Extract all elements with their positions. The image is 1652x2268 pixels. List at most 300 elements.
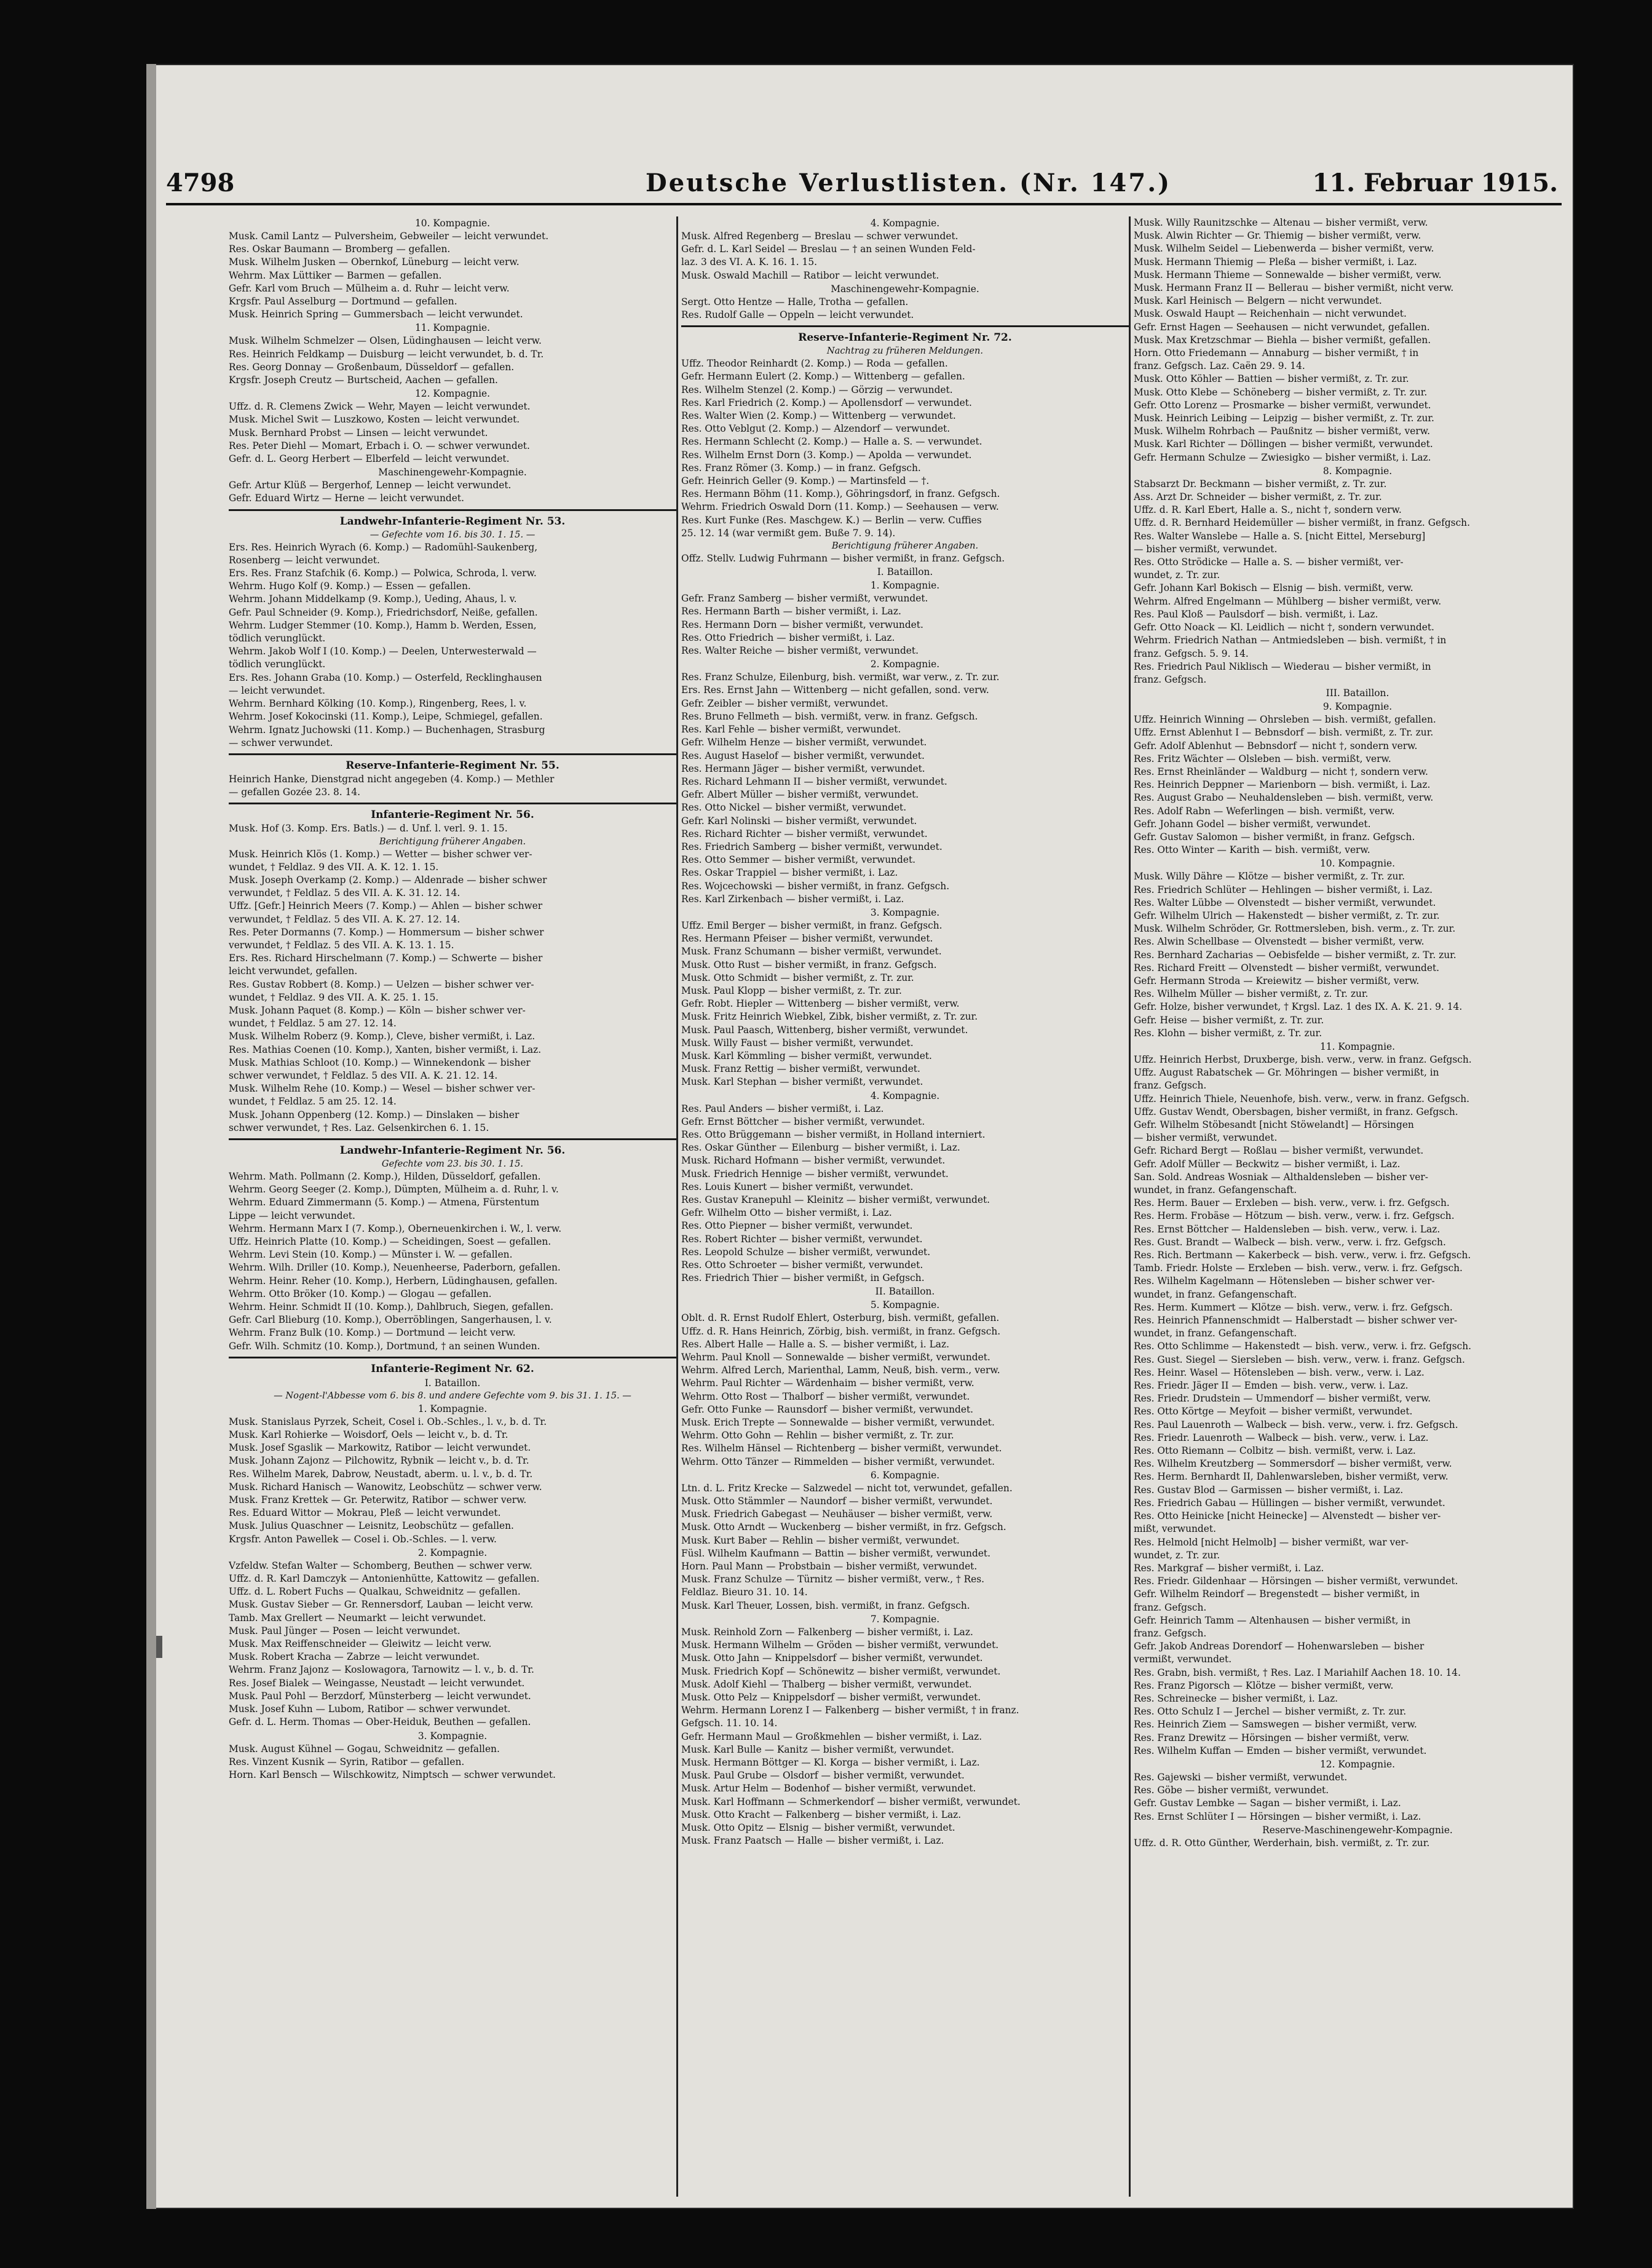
casualty-entry: Ers. Res. Heinrich Wyrach (6. Komp.) — Radomühl-Saukenberg, (229, 541, 538, 553)
casualty-entry: Res. Peter Diehl — Momart, Erbach i. O. — schwer verwundet. (229, 440, 530, 451)
casualty-entry: Tamb. Friedr. Holste — Erxleben — bish. verw., verw. i. frz. Gefgsch. (1134, 1263, 1463, 1274)
page-header (166, 165, 1562, 202)
casualty-entry: Uffz. d. R. Hans Heinrich, Zörbig, bish. vermißt, in franz. Gefgsch. (681, 1325, 1001, 1337)
casualty-entry: Wehrm. Georg Seeger (2. Komp.), Dümpten, Mülheim a. d. Ruhr, l. v. (229, 1184, 559, 1195)
casualty-entry: Res. Robert Richter — bisher vermißt, verwundet. (681, 1233, 923, 1245)
casualty-entry: Res. Herm. Bauer — Erxleben — bish. verw., verw. i. frz. Gefgsch. (1134, 1197, 1450, 1209)
casualty-entry: Res. Walter Wien (2. Komp.) — Wittenberg — verwundet. (681, 410, 956, 422)
casualty-entry: Gefr. Adolf Müller — Beckwitz — bisher vermißt, i. Laz. (1134, 1158, 1401, 1170)
casualty-entry: Musk. Max Kretzschmar — Biehla — bisher vermißt, gefallen. (1134, 334, 1431, 346)
casualty-entry: Uffz. d. R. Otto Günther, Werderhain, bish. vermißt, z. Tr. zur. (1134, 1837, 1430, 1849)
section-heading: Landwehr-Infanterie-Regiment Nr. 56. (229, 1138, 676, 1158)
casualty-entry: wundet, in franz. Gefangenschaft. (1134, 1184, 1297, 1196)
casualty-entry: Res. Otto Winter — Karith — bish. vermißt, verw. (1134, 844, 1370, 856)
casualty-entry: Musk. Willy Raunitzschke — Altenau — bisher vermißt, verw. (1134, 217, 1428, 228)
casualty-entry: Ass. Arzt Dr. Schneider — bisher vermißt, z. Tr. zur. (1134, 491, 1382, 503)
casualty-entry: Res. August Grabo — Neuhaldensleben — bish. vermißt, verw. (1134, 792, 1434, 804)
casualty-entry: Musk. Franz Krettek — Gr. Peterwitz, Ratibor — schwer verw. (229, 1494, 527, 1506)
casualty-entry: Res. Walter Wanslebe — Halle a. S. [nicht Eittel, Merseburg] (1134, 530, 1426, 542)
casualty-entry: Res. Ernst Schlüter I — Hörsingen — bisher vermißt, i. Laz. (1134, 1810, 1421, 1822)
section-heading: Reserve-Infanterie-Regiment Nr. 72. (681, 325, 1129, 345)
unit-heading: 3. Kompagnie. (417, 1730, 488, 1742)
casualty-entry: Wehrm. Jakob Wolf I (10. Komp.) — Deelen, Unterwesterwald — (229, 646, 537, 657)
casualty-entry: Wehrm. Josef Kokocinski (11. Komp.), Leipe, Schmiegel, gefallen. (229, 711, 543, 723)
subheading: Gefechte vom 23. bis 30. 1. 15. (381, 1158, 524, 1169)
unit-heading: 10. Kompagnie. (414, 218, 491, 229)
casualty-entry: Gefr. d. L. Herm. Thomas — Ober-Heiduk, Beuthen — gefallen. (229, 1716, 531, 1728)
casualty-entry: Res. Friedr. Gildenhaar — Hörsingen — bisher vermißt, verwundet. (1134, 1576, 1458, 1587)
casualty-entry: Musk. Mathias Schloot (10. Komp.) — Winnekendonk — bisher (229, 1057, 531, 1068)
casualty-entry: Res. Friedrich Schlüter — Hehlingen — bisher vermißt, i. Laz. (1134, 884, 1433, 895)
unit-heading: 8. Kompagnie. (1322, 465, 1393, 477)
casualty-entry: Wehrm. Math. Pollmann (2. Komp.), Hilden, Düsseldorf, gefallen. (229, 1170, 541, 1182)
casualty-entry: Musk. Hermann Thieme — Sonnewalde — bisher vermißt, verw. (1134, 269, 1442, 280)
casualty-entry: Musk. Artur Helm — Bodenhof — bisher vermißt, verwundet. (681, 1783, 976, 1794)
casualty-entry: Musk. Kurt Baber — Rehlin — bisher vermißt, verwundet. (681, 1534, 960, 1546)
page-number: 4798 (166, 169, 235, 197)
casualty-entry: Res. Otto Semmer — bisher vermißt, verwundet. (681, 854, 916, 866)
casualty-entry: franz. Gefgsch. (1134, 1627, 1207, 1639)
casualty-entry: Gefr. Wilhelm Henze — bisher vermißt, verwundet. (681, 737, 927, 748)
casualty-entry: Gefr. Gustav Salomon — bisher vermißt, in franz. Gefgsch. (1134, 831, 1415, 843)
casualty-entry: Wehrm. Heinr. Reher (10. Komp.), Herbern, Lüdinghausen, gefallen. (229, 1275, 558, 1287)
casualty-entry: Res. Karl Friedrich (2. Komp.) — Apollensdorf — verwundet. (681, 397, 972, 408)
unit-heading: Maschinengewehr-Kompagnie. (831, 283, 979, 295)
casualty-entry: Res. Heinrich Deppner — Marienborn — bish. vermißt, i. Laz. (1134, 779, 1431, 791)
casualty-entry: Wehrm. Hermann Marx I (7. Komp.), Oberneuenkirchen i. W., l. verw. (229, 1223, 562, 1234)
casualty-entry: Res. Otto Brüggemann — bisher vermißt, in Holland interniert. (681, 1128, 986, 1140)
casualty-entry: Gefr. Holze, bisher verwundet, † Krgsl. Laz. 1 des IX. A. K. 21. 9. 14. (1134, 1001, 1463, 1013)
casualty-entry: Uffz. Heinrich Platte (10. Komp.) — Scheidingen, Soest — gefallen. (229, 1236, 551, 1247)
casualty-entry: Gefr. Hermann Stroda — Kreiewitz — bisher vermißt, verw. (1134, 975, 1420, 986)
casualty-entry: Heinrich Hanke, Dienstgrad nicht angegeben (4. Komp.) — Methler (229, 773, 555, 785)
casualty-entry: Gefr. Wilhelm Ulrich — Hakenstedt — bisher vermißt, z. Tr. zur. (1134, 910, 1440, 921)
unit-heading: 9. Kompagnie. (1322, 701, 1393, 713)
text-column-1 (229, 216, 676, 2197)
casualty-entry: leicht verwundet, gefallen. (229, 965, 358, 977)
casualty-entry: Gefr. d. L. Karl Seidel — Breslau — † an seinen Wunden Feld- (681, 244, 976, 255)
casualty-entry: Res. Friedr. Drudstein — Ummendorf — bisher vermißt, verw. (1134, 1393, 1431, 1405)
casualty-entry: Musk. Johann Paquet (8. Komp.) — Köln — bisher schwer ver- (229, 1004, 526, 1016)
casualty-entry: wundet, † Feldlaz. 5 am 27. 12. 14. (229, 1018, 397, 1029)
page-edge-shadow (146, 64, 156, 2209)
subheading: — Nogent-l'Abbesse vom 6. bis 8. und andere Gefechte vom 9. bis 31. 1. 15. — (274, 1390, 631, 1401)
casualty-entry: Wehrm. Otto Tänzer — Rimmelden — bisher vermißt, verwundet. (681, 1456, 995, 1467)
casualty-entry: Res. Wilhelm Kagelmann — Hötensleben — bisher schwer ver- (1134, 1275, 1435, 1287)
issue-date: 11. Februar 1915. (1312, 169, 1558, 197)
casualty-entry: Res. Ernst Rheinländer — Waldburg — nicht †, sondern verw. (1134, 766, 1428, 777)
casualty-entry: Musk. Josef Sgaslik — Markowitz, Ratibor — leicht verwundet. (229, 1442, 531, 1454)
casualty-entry: Ers. Res. Richard Hirschelmann (7. Komp.) — Schwerte — bisher (229, 953, 543, 964)
unit-heading: 6. Kompagnie. (870, 1469, 940, 1481)
casualty-entry: Wehrm. Bernhard Kölking (10. Komp.), Ringenberg, Rees, l. v. (229, 698, 527, 710)
subheading: Nachtrag zu früheren Meldungen. (826, 346, 984, 357)
casualty-entry: Res. Georg Donnay — Großenbaum, Düsseldorf — gefallen. (229, 361, 515, 373)
casualty-entry: Musk. Karl Theuer, Lossen, bish. vermißt, in franz. Gefgsch. (681, 1600, 970, 1611)
casualty-entry: Uffz. Theodor Reinhardt (2. Komp.) — Roda — gefallen. (681, 358, 948, 370)
casualty-entry: Musk. Oswald Haupt — Reichenhain — nicht verwundet. (1134, 308, 1407, 320)
casualty-entry: Res. Friedr. Jäger II — Emden — bish. verw., verw. i. Laz. (1134, 1380, 1409, 1392)
casualty-entry: Wehrm. Ignatz Juchowski (11. Komp.) — Buchenhagen, Strasburg (229, 724, 545, 736)
casualty-entry: Uffz. Heinrich Thiele, Neuenhofe, bish. verw., verw. in franz. Gefgsch. (1134, 1093, 1470, 1104)
casualty-entry: Res. Otto Schlimme — Hakenstedt — bish. verw., verw. i. frz. Gefgsch. (1134, 1341, 1472, 1352)
casualty-entry: Res. Otto Riemann — Colbitz — bish. vermißt, verw. i. Laz. (1134, 1445, 1416, 1457)
casualty-entry: Res. Richard Richter — bisher vermißt, verwundet. (681, 828, 928, 839)
casualty-entry: Rosenberg — leicht verwundet. (229, 554, 380, 566)
casualty-entry: Musk. Max Reiffenschneider — Gleiwitz — leicht verw. (229, 1638, 492, 1650)
casualty-entry: Musk. Franz Paatsch — Halle — bisher vermißt, i. Laz. (681, 1835, 944, 1847)
casualty-entry: Res. Rudolf Galle — Oppeln — leicht verwundet. (681, 309, 914, 321)
casualty-entry: Wehrm. Heinr. Schmidt II (10. Komp.), Dahlbruch, Siegen, gefallen. (229, 1301, 554, 1313)
unit-heading: 3. Kompagnie. (870, 906, 940, 918)
unit-heading: I. Bataillon. (877, 566, 933, 578)
unit-heading: 4. Kompagnie. (870, 218, 940, 229)
casualty-entry: Res. Hermann Jäger — bisher vermißt, verwundet. (681, 763, 925, 774)
casualty-entry: Ltn. d. L. Fritz Krecke — Salzwedel — nicht tot, verwundet, gefallen. (681, 1482, 1013, 1494)
casualty-entry: Res. Oskar Baumann — Bromberg — gefallen. (229, 244, 451, 255)
casualty-entry: Res. Otto Heinicke [nicht Heinecke] — Alvenstedt — bisher ver- (1134, 1510, 1441, 1522)
casualty-entry: franz. Gefgsch. (1134, 673, 1207, 685)
casualty-entry: Uffz. Emil Berger — bisher vermißt, in franz. Gefgsch. (681, 919, 943, 931)
casualty-entry: Offz. Stellv. Ludwig Fuhrmann — bisher vermißt, in franz. Gefgsch. (681, 553, 1005, 565)
casualty-entry: Wehrm. Johann Middelkamp (9. Komp.), Ueding, Ahaus, l. v. (229, 593, 517, 605)
casualty-entry: Res. Louis Kunert — bisher vermißt, verwundet. (681, 1181, 914, 1192)
casualty-entry: Musk. Otto Pelz — Knippelsdorf — bisher vermißt, verwundet. (681, 1691, 981, 1703)
casualty-entry: wundet, † Feldlaz. 9 des VII. A. K. 25. 1. 15. (229, 991, 439, 1003)
casualty-entry: Gefr. Otto Noack — Kl. Leidlich — nicht †, sondern verwundet. (1134, 622, 1434, 633)
casualty-entry: Gefr. Hermann Eulert (2. Komp.) — Wittenberg — gefallen. (681, 371, 965, 383)
casualty-entry: Gefr. Carl Blieburg (10. Komp.), Oberröblingen, Sangerhausen, l. v. (229, 1314, 552, 1326)
casualty-entry: Res. Richard Freitt — Olvenstedt — bisher vermißt, verwundet. (1134, 962, 1440, 973)
casualty-entry: Res. Hermann Barth — bisher vermißt, i. Laz. (681, 606, 901, 617)
casualty-entry: Musk. Camil Lantz — Pulversheim, Gebweiler — leicht verwundet. (229, 231, 549, 242)
casualty-entry: Gefr. Wilhelm Reindorf — Bregenstedt — bisher vermißt, in (1134, 1588, 1420, 1600)
casualty-entry: Uffz. d. R. Karl Ebert, Halle a. S., nicht †, sondern verw. (1134, 504, 1402, 516)
casualty-entry: franz. Gefgsch. 5. 9. 14. (1134, 648, 1249, 659)
casualty-entry: Res. Heinrich Pfannenschmidt — Halberstadt — bisher schwer ver- (1134, 1315, 1458, 1326)
casualty-entry: Musk. Wilhelm Jusken — Obernkof, Lüneburg — leicht verw. (229, 256, 520, 268)
casualty-entry: Musk. Gustav Sieber — Gr. Rennersdorf, Lauban — leicht verw. (229, 1599, 534, 1611)
casualty-entry: Musk. Hof (3. Komp. Ers. Batls.) — d. Unf. l. verl. 9. 1. 15. (229, 823, 508, 835)
casualty-entry: Vzfeldw. Stefan Walter — Schomberg, Beuthen — schwer verw. (229, 1560, 532, 1571)
casualty-entry: Musk. Heinrich Klös (1. Komp.) — Wetter — bisher schwer ver- (229, 848, 532, 860)
casualty-entry: Res. Kurt Funke (Res. Maschgew. K.) — Berlin — verw. Cuffies (681, 514, 982, 526)
casualty-entry: Res. Karl Fehle — bisher vermißt, verwundet. (681, 724, 901, 736)
casualty-entry: Res. Paul Kloß — Paulsdorf — bish. vermißt, i. Laz. (1134, 608, 1378, 620)
casualty-entry: Musk. Johann Zajonz — Pilchowitz, Rybnik — leicht v., b. d. Tr. (229, 1455, 529, 1467)
casualty-entry: Gefr. Wilhelm Otto — bisher vermißt, i. Laz. (681, 1207, 892, 1219)
casualty-entry: Krgsfr. Anton Pawellek — Cosel i. Ob.-Schles. — l. verw. (229, 1533, 497, 1545)
casualty-entry: wundet, in franz. Gefangenschaft. (1134, 1288, 1297, 1300)
casualty-entry: Wehrm. Franz Jajonz — Koslowagora, Tarnowitz — l. v., b. d. Tr. (229, 1664, 534, 1676)
casualty-entry: Musk. Richard Hofmann — bisher vermißt, verwundet. (681, 1155, 946, 1167)
casualty-entry: Musk. Willy Faust — bisher vermißt, verwundet. (681, 1037, 914, 1049)
casualty-entry: Feldlaz. Bieuro 31. 10. 14. (681, 1587, 808, 1598)
casualty-entry: Wehrm. Paul Knoll — Sonnewalde — bisher vermißt, verwundet. (681, 1352, 990, 1363)
casualty-entry: Musk. Karl Kömmling — bisher vermißt, verwundet. (681, 1050, 932, 1061)
casualty-entry: Res. Richard Lehmann II — bisher vermißt, verwundet. (681, 775, 947, 787)
casualty-entry: Musk. Friedrich Kopf — Schönewitz — bisher vermißt, verwundet. (681, 1665, 1001, 1677)
casualty-entry: Musk. Otto Kracht — Falkenberg — bisher vermißt, i. Laz. (681, 1809, 962, 1820)
casualty-entry: Musk. Otto Rust — bisher vermißt, in franz. Gefgsch. (681, 959, 937, 970)
casualty-entry: vermißt, verwundet. (1134, 1654, 1232, 1665)
casualty-entry: Res. Otto Strödicke — Halle a. S. — bisher vermißt, ver- (1134, 557, 1404, 568)
casualty-entry: Gefr. Ernst Böttcher — bisher vermißt, verwundet. (681, 1116, 925, 1127)
casualty-entry: Uffz. Heinrich Herbst, Druxberge, bish. verw., verw. in franz. Gefgsch. (1134, 1053, 1472, 1065)
unit-heading: 10. Kompagnie. (1319, 858, 1396, 870)
casualty-entry: Gefr. Adolf Ablenhut — Bebnsdorf — nicht †, sondern verw. (1134, 740, 1418, 751)
casualty-entry: Uffz. d. R. Karl Damczyk — Antonienhütte, Kattowitz — gefallen. (229, 1573, 540, 1585)
casualty-entry: Res. Franz Römer (3. Komp.) — in franz. Gefgsch. (681, 462, 921, 474)
casualty-entry: San. Sold. Andreas Wosniak — Althaldensleben — bisher ver- (1134, 1171, 1428, 1183)
casualty-entry: Res. Alwin Schellbase — Olvenstedt — bisher vermißt, verw. (1134, 936, 1425, 948)
casualty-entry: Res. Walter Reiche — bisher vermißt, verwundet. (681, 645, 919, 657)
casualty-entry: franz. Gefgsch. (1134, 1080, 1207, 1092)
casualty-entry: Gefr. Richard Bergt — Roßlau — bisher vermißt, verwundet. (1134, 1145, 1424, 1157)
casualty-entry: Gefr. Gustav Lembke — Sagan — bisher vermißt, i. Laz. (1134, 1798, 1401, 1809)
casualty-entry: Krgsfr. Paul Asselburg — Dortmund — gefallen. (229, 296, 457, 307)
casualty-entry: Res. Hermann Pfeiser — bisher vermißt, verwundet. (681, 933, 933, 945)
casualty-entry: Res. Vinzent Kusnik — Syrin, Ratibor — gefallen. (229, 1756, 465, 1767)
casualty-entry: Musk. Bernhard Probst — Linsen — leicht verwundet. (229, 427, 488, 438)
casualty-entry: Res. Fritz Wächter — Olsleben — bish. vermißt, verw. (1134, 753, 1391, 764)
casualty-entry: Musk. Julius Quaschner — Leisnitz, Leobschütz — gefallen. (229, 1520, 514, 1532)
casualty-entry: Musk. Otto Arndt — Wuckenberg — bisher vermißt, in frz. Gefgsch. (681, 1521, 1006, 1533)
unit-heading: 11. Kompagnie. (1319, 1041, 1396, 1052)
casualty-entry: Res. Franz Drewitz — Hörsingen — bisher vermißt, verw. (1134, 1732, 1409, 1743)
casualty-entry: Wehrm. Levi Stein (10. Komp.) — Münster i. W. — gefallen. (229, 1249, 513, 1261)
casualty-entry: Musk. Heinrich Leibing — Leipzig — bisher vermißt, z. Tr. zur. (1134, 413, 1434, 424)
casualty-entry: Musk. Johann Oppenberg (12. Komp.) — Dinslaken — bisher (229, 1109, 520, 1120)
casualty-entry: Stabsarzt Dr. Beckmann — bisher vermißt, z. Tr. zur. (1134, 478, 1387, 490)
casualty-entry: Musk. Karl Bulle — Kanitz — bisher vermißt, verwundet. (681, 1743, 954, 1755)
casualty-entry: Res. Mathias Coenen (10. Komp.), Xanten, bisher vermißt, i. Laz. (229, 1044, 542, 1055)
casualty-entry: Res. August Haselof — bisher vermißt, verwundet. (681, 750, 925, 761)
casualty-entry: Uffz. Heinrich Winning — Ohrsleben — bish. vermißt, gefallen. (1134, 714, 1436, 726)
casualty-entry: Gefr. Zeibler — bisher vermißt, verwundet. (681, 697, 888, 709)
casualty-entry: Res. Otto Schulz I — Jerchel — bisher vermißt, z. Tr. zur. (1134, 1706, 1407, 1718)
casualty-entry: Res. Hermann Dorn — bisher vermißt, verwundet. (681, 619, 923, 630)
casualty-entry: Res. Hermann Böhm (11. Komp.), Göhringsdorf, in franz. Gefgsch. (681, 488, 1000, 500)
casualty-entry: schwer verwundet, † Feldlaz. 5 des VII. A. K. 21. 12. 14. (229, 1069, 498, 1081)
unit-heading: III. Bataillon. (1326, 688, 1389, 699)
casualty-entry: Gefr. Wilhelm Stöbesandt [nicht Stöwelandt] — Hörsingen (1134, 1119, 1414, 1130)
column-divider (676, 216, 678, 2197)
casualty-entry: Musk. Wilhelm Schröder, Gr. Rottmersleben, bish. verm., z. Tr. zur. (1134, 923, 1456, 935)
casualty-entry: Musk. Otto Jahn — Knippelsdorf — bisher vermißt, verwundet. (681, 1652, 983, 1664)
subheading: Berichtigung früherer Angaben. (831, 541, 979, 552)
casualty-entry: Res. Otto Veblgut (2. Komp.) — Alzendorf — verwundet. (681, 423, 950, 435)
casualty-entry: Gefr. Otto Lorenz — Prosmarke — bisher vermißt, verwundet. (1134, 399, 1431, 411)
casualty-entry: Wehrm. Otto Rost — Thalborf — bisher vermißt, verwundet. (681, 1390, 970, 1402)
casualty-entry: Uffz. d. L. Robert Fuchs — Qualkau, Schweidnitz — gefallen. (229, 1586, 521, 1598)
casualty-entry: Wehrm. Eduard Zimmermann (5. Komp.) — Atmena, Fürstentum (229, 1197, 540, 1208)
casualty-entry: Res. Bruno Fellmeth — bish. vermißt, verw. in franz. Gefgsch. (681, 710, 978, 722)
unit-heading: I. Bataillon. (424, 1377, 481, 1389)
casualty-entry: Musk. Paul Pohl — Berzdorf, Münsterberg — leicht verwundet. (229, 1690, 531, 1702)
casualty-entry: Horn. Paul Mann — Probstbain — bisher vermißt, verwundet. (681, 1561, 978, 1572)
casualty-entry: Musk. Karl Richter — Döllingen — bisher vermißt, verwundet. (1134, 438, 1433, 450)
text-column-2 (681, 216, 1129, 2197)
casualty-entry: Musk. Otto Köhler — Battien — bisher vermißt, z. Tr. zur. (1134, 373, 1409, 385)
header-rule (166, 203, 1562, 205)
casualty-entry: Uffz. Gustav Wendt, Obersbagen, bisher vermißt, in franz. Gefgsch. (1134, 1106, 1458, 1117)
casualty-entry: Res. Walter Lübbe — Olvenstedt — bisher vermißt, verwundet. (1134, 897, 1436, 908)
casualty-entry: franz. Gefgsch. (1134, 1601, 1207, 1613)
casualty-entry: Res. Peter Dormanns (7. Komp.) — Hommersum — bisher schwer (229, 926, 544, 938)
casualty-entry: Uffz. d. R. Clemens Zwick — Wehr, Mayen — leicht verwundet. (229, 401, 531, 413)
casualty-entry: Musk. Franz Rettig — bisher vermißt, verwundet. (681, 1063, 920, 1075)
casualty-entry: Res. Karl Zirkenbach — bisher vermißt, i. Laz. (681, 893, 904, 905)
casualty-entry: Musk. Hermann Franz II — Bellerau — bisher vermißt, nicht verw. (1134, 282, 1454, 294)
casualty-entry: Res. Friedrich Paul Niklisch — Wiederau — bisher vermißt, in (1134, 660, 1431, 672)
casualty-entry: Res. Wojcechowski — bisher vermißt, in franz. Gefgsch. (681, 880, 950, 892)
casualty-entry: Musk. Wilhelm Rehe (10. Komp.) — Wesel — bisher schwer ver- (229, 1083, 536, 1095)
casualty-entry: Wehrm. Friedrich Nathan — Antmiedsleben — bish. vermißt, † in (1134, 635, 1447, 646)
unit-heading: 11. Kompagnie. (414, 322, 491, 334)
casualty-entry: schwer verwundet, † Res. Laz. Gelsenkirchen 6. 1. 15. (229, 1122, 489, 1133)
casualty-entry: Res. Markgraf — bisher vermißt, i. Laz. (1134, 1562, 1324, 1574)
casualty-entry: Musk. August Kühnel — Gogau, Schweidnitz — gefallen. (229, 1743, 500, 1755)
casualty-entry: Musk. Franz Schumann — bisher vermißt, verwundet. (681, 946, 942, 958)
casualty-entry: Musk. Otto Stämmler — Naundorf — bisher vermißt, verwundet. (681, 1496, 993, 1507)
casualty-entry: Gefr. Artur Klüß — Bergerhof, Lennep — leicht verwundet. (229, 480, 512, 491)
casualty-entry: Res. Franz Pigorsch — Klötze — bisher vermißt, verw. (1134, 1679, 1394, 1691)
casualty-entry: Musk. Friedrich Hennige — bisher vermißt, verwundet. (681, 1168, 949, 1180)
casualty-entry: Musk. Alfred Regenberg — Breslau — schwer verwundet. (681, 231, 958, 242)
casualty-entry: Füsl. Wilhelm Kaufmann — Battin — bisher vermißt, verwundet. (681, 1547, 990, 1559)
casualty-entry: wundet, in franz. Gefangenschaft. (1134, 1328, 1297, 1339)
casualty-entry: Musk. Michel Swit — Luszkowo, Kosten — leicht verwundet. (229, 414, 520, 426)
casualty-entry: Musk. Stanislaus Pyrzek, Scheit, Cosel i. Ob.-Schles., l. v., b. d. Tr. (229, 1416, 547, 1427)
casualty-entry: Musk. Wilhelm Schmelzer — Olsen, Lüdinghausen — leicht verw. (229, 335, 542, 347)
casualty-entry: Wehrm. Ludger Stemmer (10. Komp.), Hamm b. Werden, Essen, (229, 619, 537, 631)
casualty-entry: Uffz. [Gefr.] Heinrich Meers (7. Komp.) — Ahlen — bisher schwer (229, 900, 543, 912)
unit-heading: 4. Kompagnie. (870, 1090, 940, 1101)
casualty-entry: Wehrm. Paul Richter — Wärdenhaim — bisher vermißt, verw. (681, 1378, 974, 1389)
casualty-entry: Res. Otto Friedrich — bisher vermißt, i. Laz. (681, 632, 895, 643)
casualty-entry: Wehrm. Hermann Lorenz I — Falkenberg — bisher vermißt, † in franz. (681, 1705, 1019, 1716)
casualty-entry: — bisher vermißt, verwundet. (1134, 543, 1278, 555)
unit-heading: 2. Kompagnie. (417, 1547, 488, 1558)
casualty-entry: Tamb. Max Grellert — Neumarkt — leicht verwundet. (229, 1612, 486, 1624)
casualty-entry: tödlich verunglückt. (229, 659, 326, 670)
casualty-entry: Musk. Joseph Overkamp (2. Komp.) — Aldenrade — bisher schwer (229, 874, 547, 886)
casualty-entry: Res. Josef Bialek — Weingasse, Neustadt — leicht verwundet. (229, 1677, 525, 1689)
casualty-entry: Res. Bernhard Zacharias — Oebisfelde — bisher vermißt, z. Tr. zur. (1134, 949, 1456, 961)
casualty-entry: Krgsfr. Joseph Creutz — Burtscheid, Aachen — gefallen. (229, 375, 498, 386)
casualty-entry: Res. Otto Nickel — bisher vermißt, verwundet. (681, 802, 907, 814)
casualty-entry: Res. Rich. Bertmann — Kakerbeck — bish. verw., verw. i. frz. Gefgsch. (1134, 1250, 1471, 1261)
unit-heading: 1. Kompagnie. (417, 1403, 488, 1414)
casualty-entry: Gefr. Otto Funke — Raunsdorf — bisher vermißt, verwundet. (681, 1403, 974, 1415)
casualty-entry: Musk. Otto Opitz — Elsnig — bisher vermißt, verwundet. (681, 1822, 955, 1833)
casualty-entry: Gefr. Wilh. Schmitz (10. Komp.), Dortmund, † an seinen Wunden. (229, 1340, 540, 1352)
section-heading: Infanterie-Regiment Nr. 56. (229, 803, 676, 822)
casualty-entry: Musk. Adolf Kiehl — Thalberg — bisher vermißt, verwundet. (681, 1678, 972, 1690)
casualty-entry: Musk. Oswald Machill — Ratibor — leicht verwundet. (681, 269, 939, 281)
casualty-entry: Res. Friedrich Samberg — bisher vermißt, verwundet. (681, 841, 943, 852)
casualty-entry: Sergt. Otto Hentze — Halle, Trotha — gefallen. (681, 296, 909, 307)
casualty-entry: Musk. Wilhelm Seidel — Liebenwerda — bisher vermißt, verw. (1134, 243, 1434, 255)
casualty-entry: Musk. Hermann Thiemig — Pleßa — bisher vermißt, i. Laz. (1134, 256, 1417, 268)
casualty-entry: Res. Oskar Günther — Eilenburg — bisher vermißt, i. Laz. (681, 1142, 960, 1154)
casualty-entry: Uffz. Ernst Ablenhut I — Bebnsdorf — bish. vermißt, z. Tr. zur. (1134, 727, 1434, 739)
casualty-entry: Res. Gustav Kranepuhl — Kleinitz — bisher vermißt, verwundet. (681, 1194, 990, 1205)
casualty-entry: Res. Otto Körtge — Meyfoit — bisher vermißt, verwundet. (1134, 1406, 1413, 1418)
casualty-entry: Musk. Franz Schulze — Türnitz — bisher vermißt, verw., † Res. (681, 1574, 985, 1585)
casualty-entry: wundet, † Feldlaz. 5 am 25. 12. 14. (229, 1096, 397, 1108)
casualty-entry: Ers. Res. Franz Stafchik (6. Komp.) — Polwica, Schroda, l. verw. (229, 568, 537, 579)
casualty-entry: verwundet, † Feldlaz. 5 des VII. A. K. 13. 1. 15. (229, 939, 454, 951)
casualty-entry: Res. Gustav Robbert (8. Komp.) — Uelzen — bisher schwer ver- (229, 978, 534, 990)
casualty-entry: — bisher vermißt, verwundet. (1134, 1132, 1278, 1144)
casualty-entry: Res. Wilhelm Kreutzberg — Sommersdorf — bisher vermißt, verw. (1134, 1458, 1452, 1470)
section-heading: Landwehr-Infanterie-Regiment Nr. 53. (229, 509, 676, 529)
casualty-entry: Wehrm. Alfred Lerch, Marienthal, Lamm, Neuß, bish. verm., verw. (681, 1365, 1000, 1376)
casualty-entry: Res. Wilhelm Stenzel (2. Komp.) — Görzig — verwundet. (681, 384, 953, 395)
casualty-entry: Wehrm. Hugo Kolf (9. Komp.) — Essen — gefallen. (229, 581, 471, 592)
casualty-entry: Gefr. Jakob Andreas Dorendorf — Hohenwarsleben — bisher (1134, 1641, 1425, 1652)
casualty-entry: Musk. Karl Heinisch — Belgern — nicht verwundet. (1134, 295, 1382, 307)
casualty-entry: Res. Gust. Siegel — Siersleben — bish. verw., verw. i. franz. Gefgsch. (1134, 1354, 1465, 1365)
casualty-entry: — schwer verwundet. (229, 737, 333, 748)
casualty-entry: Gefr. Karl vom Bruch — Mülheim a. d. Ruhr — leicht verw. (229, 282, 510, 294)
casualty-entry: Res. Heinr. Wasel — Hötensleben — bish. verw., verw. i. Laz. (1134, 1366, 1425, 1378)
casualty-entry: Musk. Alwin Richter — Gr. Thiemig — bisher vermißt, verw. (1134, 230, 1421, 242)
casualty-entry: — leicht verwundet. (229, 684, 326, 696)
casualty-entry: Musk. Karl Rohierke — Woisdorf, Oels — leicht v., b. d. Tr. (229, 1429, 508, 1441)
unit-heading: 1. Kompagnie. (870, 580, 940, 592)
casualty-entry: Musk. Paul Grube — Olsdorf — bisher vermißt, verwundet. (681, 1770, 965, 1782)
casualty-entry: Gefr. Franz Samberg — bisher vermißt, verwundet. (681, 593, 928, 605)
casualty-entry: Res. Klohn — bisher vermißt, z. Tr. zur. (1134, 1027, 1322, 1039)
casualty-entry: Res. Friedrich Thier — bisher vermißt, in Gefgsch. (681, 1272, 925, 1284)
casualty-entry: Uffz. d. R. Bernhard Heidemüller — bisher vermißt, in franz. Gefgsch. (1134, 517, 1470, 529)
casualty-entry: Musk. Fritz Heinrich Wiebkel, Zibk, bisher vermißt, z. Tr. zur. (681, 1011, 978, 1023)
casualty-entry: Res. Paul Lauenroth — Walbeck — bish. verw., verw. i. frz. Gefgsch. (1134, 1419, 1458, 1430)
casualty-entry: Res. Göbe — bisher vermißt, verwundet. (1134, 1785, 1329, 1796)
casualty-entry: Res. Heinrich Ziem — Samswegen — bisher vermißt, verw. (1134, 1719, 1417, 1731)
unit-heading: 5. Kompagnie. (870, 1299, 940, 1311)
casualty-entry: Res. Herm. Kummert — Klötze — bish. verw., verw. i. frz. Gefgsch. (1134, 1301, 1453, 1313)
casualty-entry: wundet, † Feldlaz. 9 des VII. A. K. 12. 1. 15. (229, 861, 439, 873)
casualty-entry: Res. Grabn, bish. vermißt, † Res. Laz. I Mariahilf Aachen 18. 10. 14. (1134, 1667, 1461, 1678)
subheading: Berichtigung früherer Angaben. (379, 836, 526, 847)
casualty-entry: wundet, z. Tr. zur. (1134, 1549, 1220, 1561)
casualty-entry: Wehrm. Friedrich Oswald Dorn (11. Komp.) — Seehausen — verw. (681, 501, 999, 513)
unit-heading: Reserve-Maschinengewehr-Kompagnie. (1262, 1824, 1453, 1836)
casualty-entry: Musk. Erich Trepte — Sonnewalde — bisher vermißt, verwundet. (681, 1417, 995, 1429)
casualty-entry: verwundet, † Feldlaz. 5 des VII. A. K. 27. 12. 14. (229, 913, 460, 925)
casualty-entry: Musk. Josef Kuhn — Lubom, Ratibor — schwer verwundet. (229, 1703, 511, 1715)
unit-heading: 12. Kompagnie. (414, 388, 491, 400)
casualty-entry: Res. Franz Schulze, Eilenburg, bish. vermißt, war verw., z. Tr. zur. (681, 672, 1000, 683)
casualty-entry: laz. 3 des VI. A. K. 16. 1. 15. (681, 256, 818, 268)
casualty-entry: Res. Wilhelm Hänsel — Richtenberg — bisher vermißt, verwundet. (681, 1443, 1002, 1454)
casualty-entry: Res. Gust. Brandt — Walbeck — bish. verw., verw. i. frz. Gefgsch. (1134, 1236, 1446, 1248)
casualty-entry: Musk. Hermann Wilhelm — Gröden — bisher vermißt, verwundet. (681, 1640, 999, 1651)
casualty-entry: Gefr. Hermann Maul — Großkmehlen — bisher vermißt, i. Laz. (681, 1731, 982, 1742)
casualty-entry: Musk. Paul Jünger — Posen — leicht verwundet. (229, 1625, 460, 1636)
casualty-entry: Lippe — leicht verwundet. (229, 1210, 355, 1221)
casualty-entry: Gefr. Heinrich Tamm — Altenhausen — bisher vermißt, in (1134, 1614, 1411, 1626)
subheading: — Gefechte vom 16. bis 30. 1. 15. — (370, 529, 536, 540)
casualty-entry: Musk. Robert Kracha — Zabrze — leicht verwundet. (229, 1651, 480, 1663)
casualty-entry: Res. Friedr. Lauenroth — Walbeck — bish. verw., verw. i. Laz. (1134, 1432, 1429, 1443)
casualty-entry: Res. Albert Halle — Halle a. S. — bisher vermißt, i. Laz. (681, 1338, 949, 1350)
casualty-entry: Res. Oskar Trappiel — bisher vermißt, i. Laz. (681, 867, 898, 879)
